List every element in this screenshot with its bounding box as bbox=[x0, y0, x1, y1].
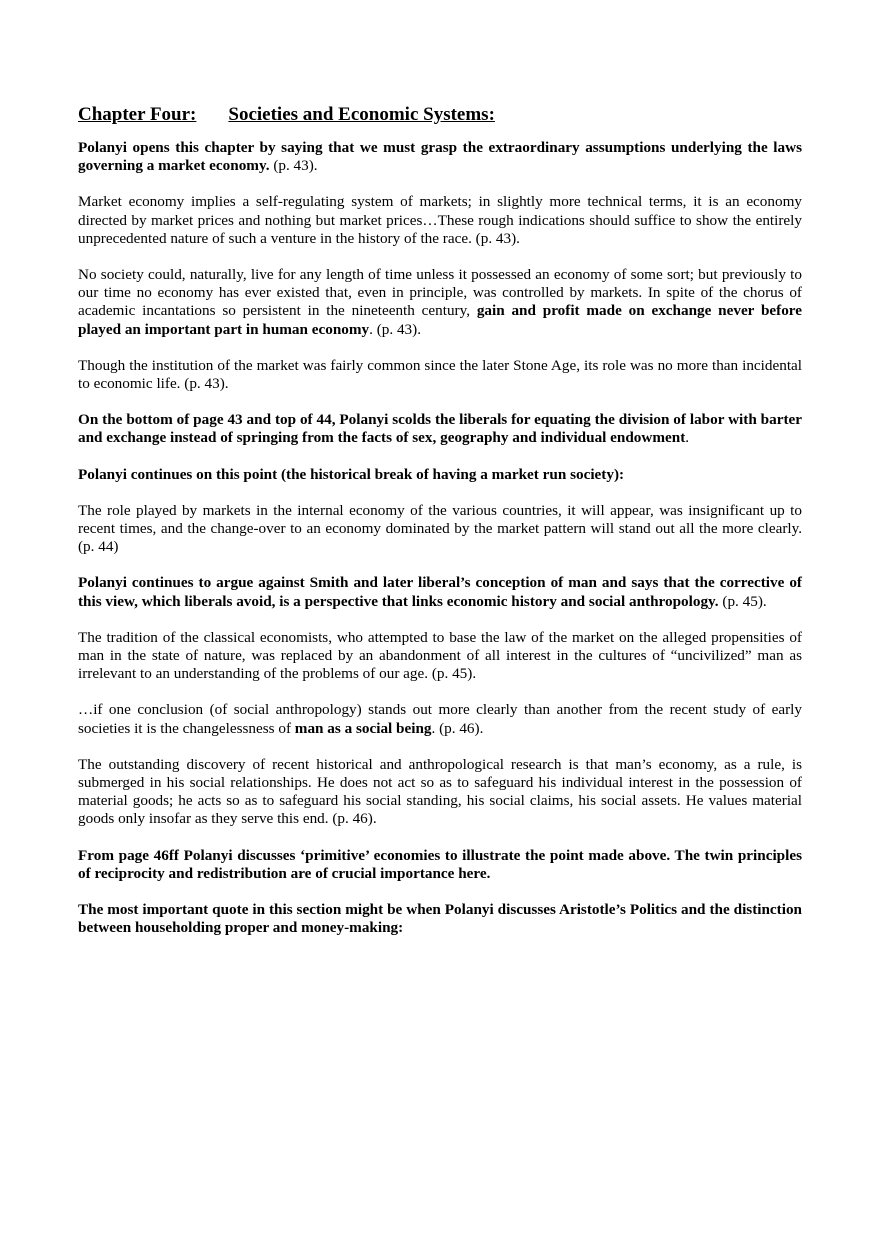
paragraph-6-bold: Polanyi continues on this point (the historical break of having a market run society): bbox=[78, 465, 625, 483]
paragraph-9: The tradition of the classical economists, who attempted to base the law of the market on the alleged propensities of man in the state of nature, was replaced by an abandonment of all interest in the cultures of “uncivilized” man as irrelevant to an understanding of the problems of our age. (p. 45). bbox=[78, 628, 802, 683]
paragraph-3-citation: . (p. 43). bbox=[369, 320, 422, 338]
paragraph-4: Though the institution of the market was fairly common since the later Stone Age, its role was no more than incidental to economic life. (p. 43). bbox=[78, 356, 802, 393]
document-page bbox=[78, 104, 802, 956]
paragraph-11: The outstanding discovery of recent historical and anthropological research is that man’s economy, as a rule, is submerged in his social relationships. He does not act so as to safeguard his individual interest in the possession of material goods; he acts so as to safeguard his social standing, his social claims, his social assets. He values material goods only insofar as they serve this end. (p. 46). bbox=[78, 755, 802, 828]
paragraph-7: The role played by markets in the internal economy of the various countries, it will appear, was insignificant up to recent times, and the change-over to an economy dominated by the market pattern will stand out all the more clearly. (p. 44) bbox=[78, 501, 802, 556]
chapter-number: Chapter Four: bbox=[78, 104, 197, 125]
paragraph-10-citation: . (p. 46). bbox=[431, 719, 484, 737]
paragraph-12-bold: From page 46ff Polanyi discusses ‘primitive’ economies to illustrate the point made above. The twin principles of reciprocity and redistribution are of crucial importance here. bbox=[78, 846, 802, 882]
chapter-title bbox=[78, 104, 802, 126]
paragraph-10-text: …if one conclusion (of social anthropology) stands out more clearly than another from the recent study of early societies it is the changelessness of bbox=[78, 701, 802, 737]
paragraph-8 bbox=[78, 574, 802, 610]
paragraph-3-bold: gain and profit made on exchange never before played an important part in human economy bbox=[78, 302, 802, 338]
paragraph-8-bold: Polanyi continues to argue against Smith and later liberal’s conception of man and says that the corrective of this view, which liberals avoid, is a perspective that links economic history and social anthropology. bbox=[78, 574, 802, 610]
paragraph-13 bbox=[78, 901, 802, 937]
paragraph-1 bbox=[78, 139, 802, 175]
paragraph-3 bbox=[78, 266, 802, 339]
paragraph-5-end: . bbox=[685, 429, 690, 447]
paragraph-10-bold: man as a social being bbox=[294, 719, 432, 737]
paragraph-12 bbox=[78, 847, 802, 883]
paragraph-5 bbox=[78, 411, 802, 447]
paragraph-1-citation: (p. 43). bbox=[269, 157, 318, 175]
paragraph-2: Market economy implies a self-regulating system of markets; in slightly more technical terms, it is an economy directed by market prices and nothing but market prices…These rough indications should suffice to show the entirely unprecedented nature of such a venture in the history of the race. (p. 43). bbox=[78, 193, 802, 247]
paragraph-13-bold: The most important quote in this section might be when Polanyi discusses Aristotle’s Politics and the distinction between householding proper and money-making: bbox=[78, 901, 802, 937]
paragraph-5-bold: On the bottom of page 43 and top of 44, Polanyi scolds the liberals for equating the division of labor with barter and exchange instead of springing from the facts of sex, geography and individual endowment bbox=[78, 411, 802, 447]
chapter-name: Societies and Economic Systems: bbox=[228, 104, 495, 125]
paragraph-3-text: No society could, naturally, live for any length of time unless it possessed an economy of some sort; but previously to our time no economy has ever existed that, even in principle, was controlled by markets. In spite of the chorus of academic incantations so persistent in the nineteenth century, bbox=[78, 266, 802, 320]
paragraph-8-citation: (p. 45). bbox=[718, 592, 767, 610]
paragraph-10 bbox=[78, 701, 802, 737]
paragraph-6 bbox=[78, 466, 802, 484]
paragraph-1-bold: Polanyi opens this chapter by saying that we must grasp the extraordinary assumptions underlying the laws governing a market economy. bbox=[78, 139, 802, 175]
